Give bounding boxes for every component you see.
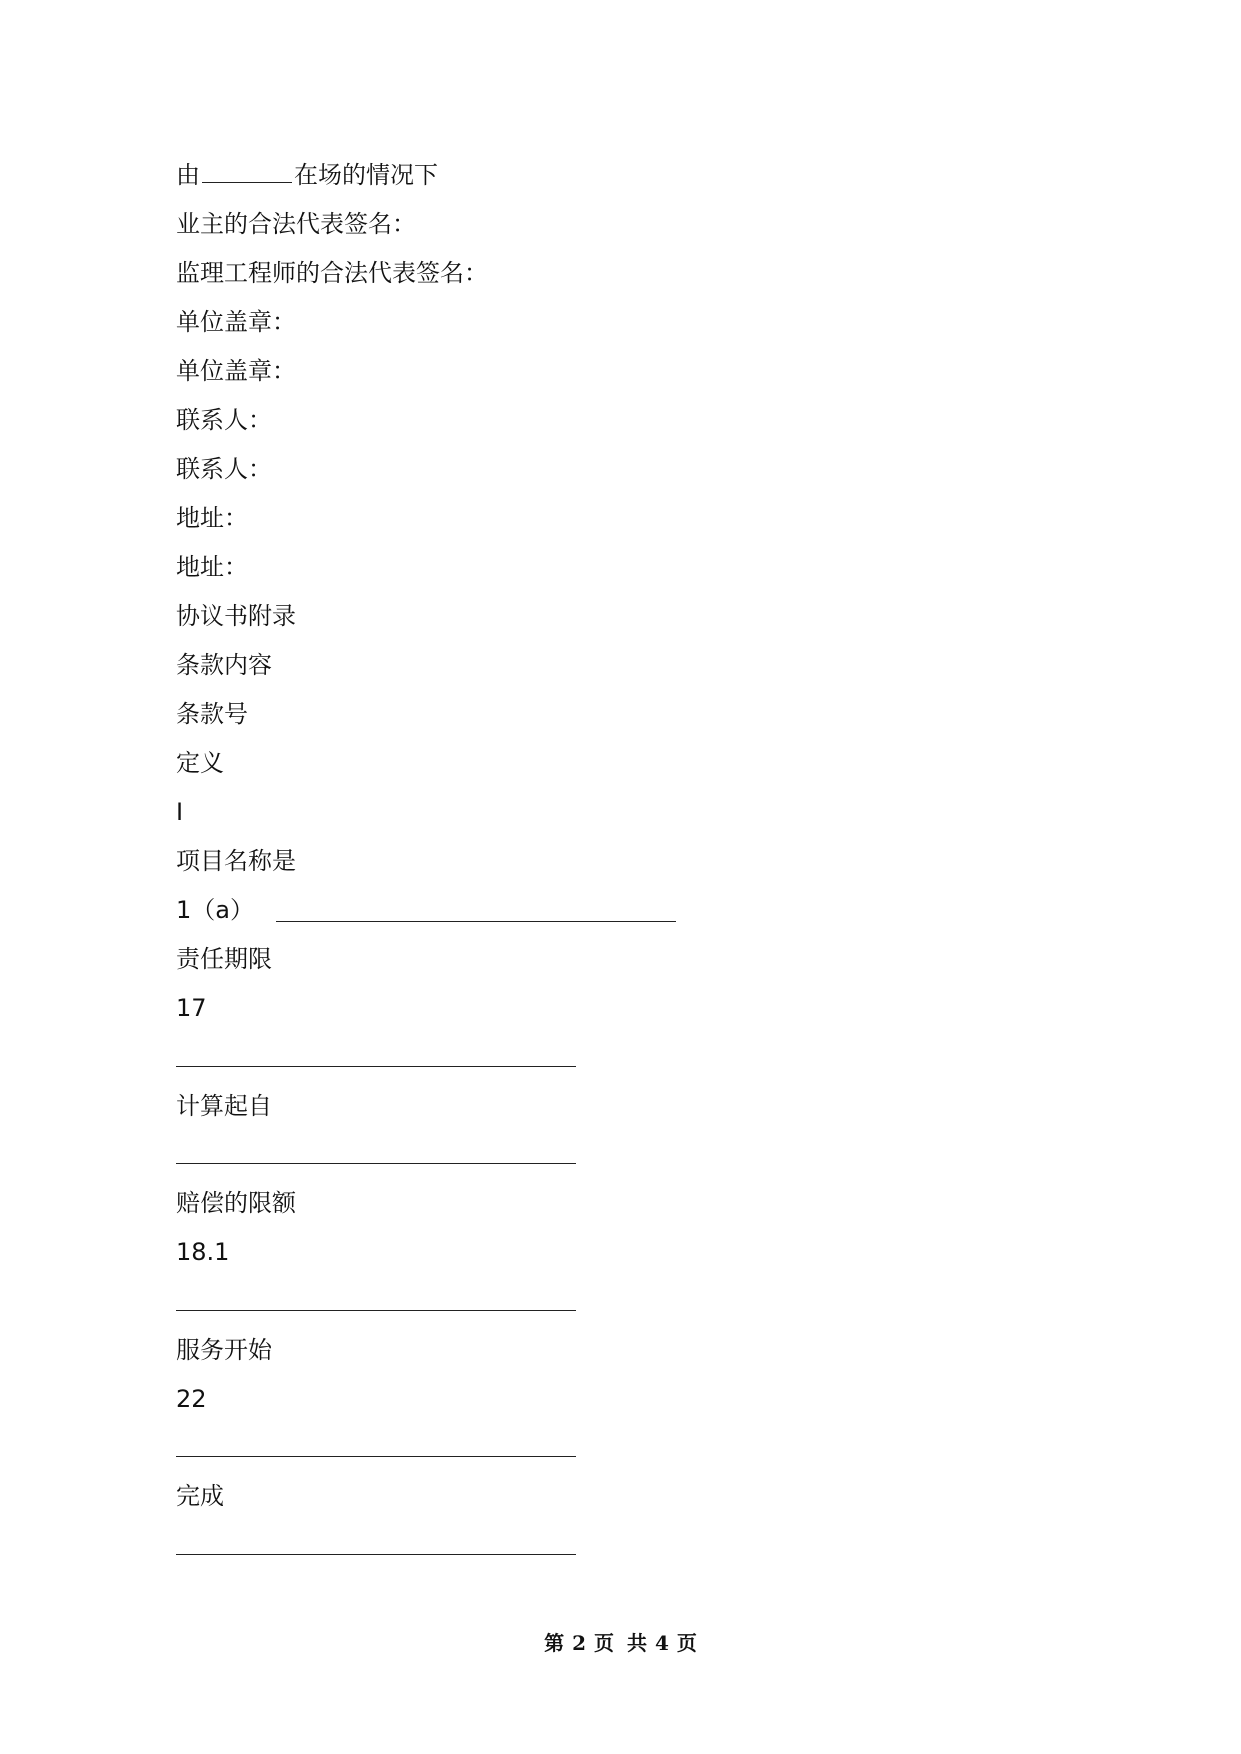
footer-middle: 页 共 (594, 1631, 647, 1655)
witness-suffix: 在场的情况下 (294, 161, 438, 189)
owner-signature-label: 业主的合法代表签名： (176, 210, 416, 238)
liability-period-label: 责任期限 (176, 945, 272, 973)
definition-label: 定义 (176, 749, 224, 777)
compensation-limit-label: 赔偿的限额 (176, 1189, 296, 1217)
liability-period-clause-number: 17 (176, 994, 207, 1022)
footer-suffix: 页 (676, 1631, 697, 1655)
page-footer (0, 1630, 1241, 1656)
service-start-label: 服务开始 (176, 1336, 272, 1364)
footer-prefix: 第 (544, 1631, 565, 1655)
clause-number-header: 条款号 (176, 700, 248, 728)
footer-page-number: 2 (572, 1631, 587, 1655)
engineer-contact-label: 联系人： (176, 455, 272, 483)
witness-prefix: 由 (176, 161, 200, 189)
calculated-from-label: 计算起自 (176, 1092, 272, 1120)
completion-label: 完成 (176, 1482, 224, 1510)
owner-contact-label: 联系人： (176, 406, 272, 434)
appendix-heading: 协议书附录 (176, 602, 296, 630)
clause-content-header: 条款内容 (176, 651, 272, 679)
engineer-signature-label: 监理工程师的合法代表签名： (176, 259, 488, 287)
service-start-blank (176, 1456, 576, 1457)
project-name-label: 项目名称是 (176, 847, 296, 875)
owner-address-label: 地址： (176, 504, 248, 532)
definition-clause-number: I (176, 798, 184, 826)
project-name-blank (276, 921, 676, 922)
engineer-address-label: 地址： (176, 553, 248, 581)
calculated-from-blank (176, 1163, 576, 1164)
compensation-limit-blank (176, 1310, 576, 1311)
completion-blank (176, 1554, 576, 1555)
witness-line (176, 160, 438, 190)
service-start-clause-number: 22 (176, 1385, 207, 1413)
engineer-seal-label: 单位盖章： (176, 357, 296, 385)
liability-period-blank (176, 1066, 576, 1067)
compensation-limit-clause-number: 18.1 (176, 1238, 230, 1266)
footer-total-pages: 4 (654, 1631, 669, 1655)
project-name-clause-number: 1（a） (176, 896, 254, 924)
witness-blank (202, 162, 292, 183)
owner-seal-label: 单位盖章： (176, 308, 296, 336)
